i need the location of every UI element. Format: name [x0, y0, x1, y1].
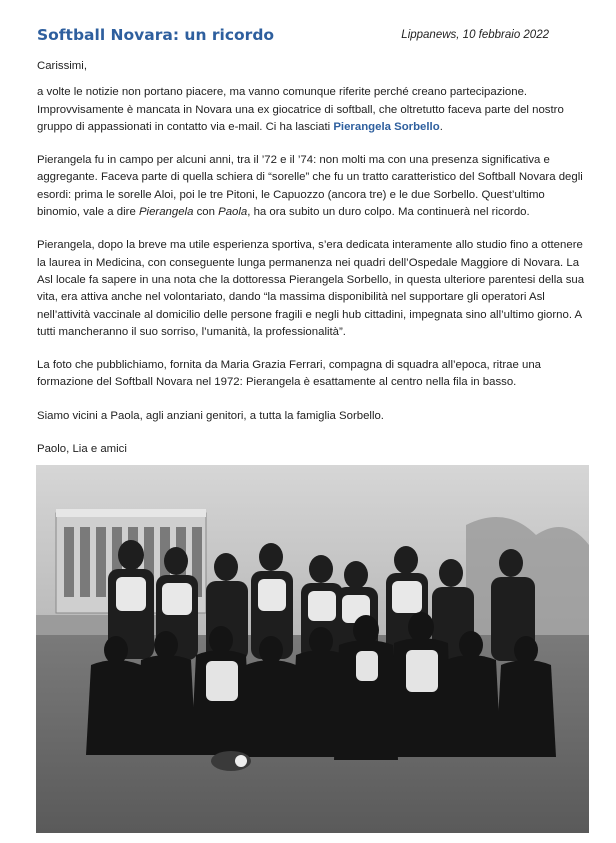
paragraph-1	[37, 84, 585, 136]
source-date: Lippanews, 10 febbraio 2022	[401, 29, 549, 41]
paragraph-4: La foto che pubblichiamo, fornita da Maria Grazia Ferrari, compagna di squadra all’epoca, ritrae una formazione del Softball Novara nel 1972: Pierangela è esattamente al centro nella fila in basso.	[37, 359, 541, 389]
letter-body	[37, 58, 585, 474]
paragraph-1-end: .	[439, 120, 443, 133]
article-header	[37, 26, 549, 48]
team-photo-image	[36, 465, 589, 833]
name-paola: Paola	[218, 206, 248, 219]
paragraph-5: Siamo vicini a Paola, agli anziani genitori, a tutta la famiglia Sorbello.	[37, 409, 384, 422]
paragraph-2-end: , ha ora subito un duro colpo. Ma continuerà nel ricordo.	[247, 206, 530, 219]
paragraph-1-text: a volte le notizie non portano piacere, ma vanno comunque riferite perché creano partecipazione. Improvvisamente è mancata in Novara una ex giocatrice di softball, che oltretutto faceva parte del nostro gruppo di appassionati in contatto via e-mail. Ci ha lasciati	[37, 86, 564, 133]
greeting: Carissimi,	[37, 60, 87, 72]
signature: Paolo, Lia e amici	[37, 443, 127, 456]
paragraph-2-text: Pierangela fu in campo per alcuni anni, tra il ’72 e il ’74: non molti ma con una presenza significativa e aggregante. Faceva parte di quella schiera di “sorelle” che fu un tratto caratteristico del Softball Novara degli esordi: prima le sorelle Aloi, poi le tre Pitoni, le Capuozzo (ancora tre) e le due Sorbello. Quest’ultimo binomio, vale a dire	[37, 154, 583, 219]
paragraph-3: Pierangela, dopo la breve ma utile esperienza sportiva, s’era dedicata interamente allo studio fino a ottenere la laurea in Medicina, con conseguente lunga permanenza nei quadri dell’Ospedale Maggiore di Novara. La Asl locale fa sapere in una nota che la dottoressa Pierangela Sorbello, in questa ulteriore parentesi della sua vita, era attiva anche nel volontariato, dando “la massima disponibilità nel supportare gli operatori Asl nell’attività vaccinale al domicilio delle persone fragili e negli hub cittadini, impegnata sino all’ultimo giorno. A tutti mancheranno il suo sorriso, l’umanità, la professionalità”.	[37, 239, 585, 338]
paragraph-2	[37, 152, 585, 221]
name-pierangela: Pierangela	[138, 206, 194, 219]
name-highlight: Pierangela Sorbello	[333, 120, 440, 133]
paragraph-2-mid: con	[193, 206, 219, 219]
page-title: Softball Novara: un ricordo	[37, 26, 275, 44]
team-photo	[36, 465, 589, 833]
